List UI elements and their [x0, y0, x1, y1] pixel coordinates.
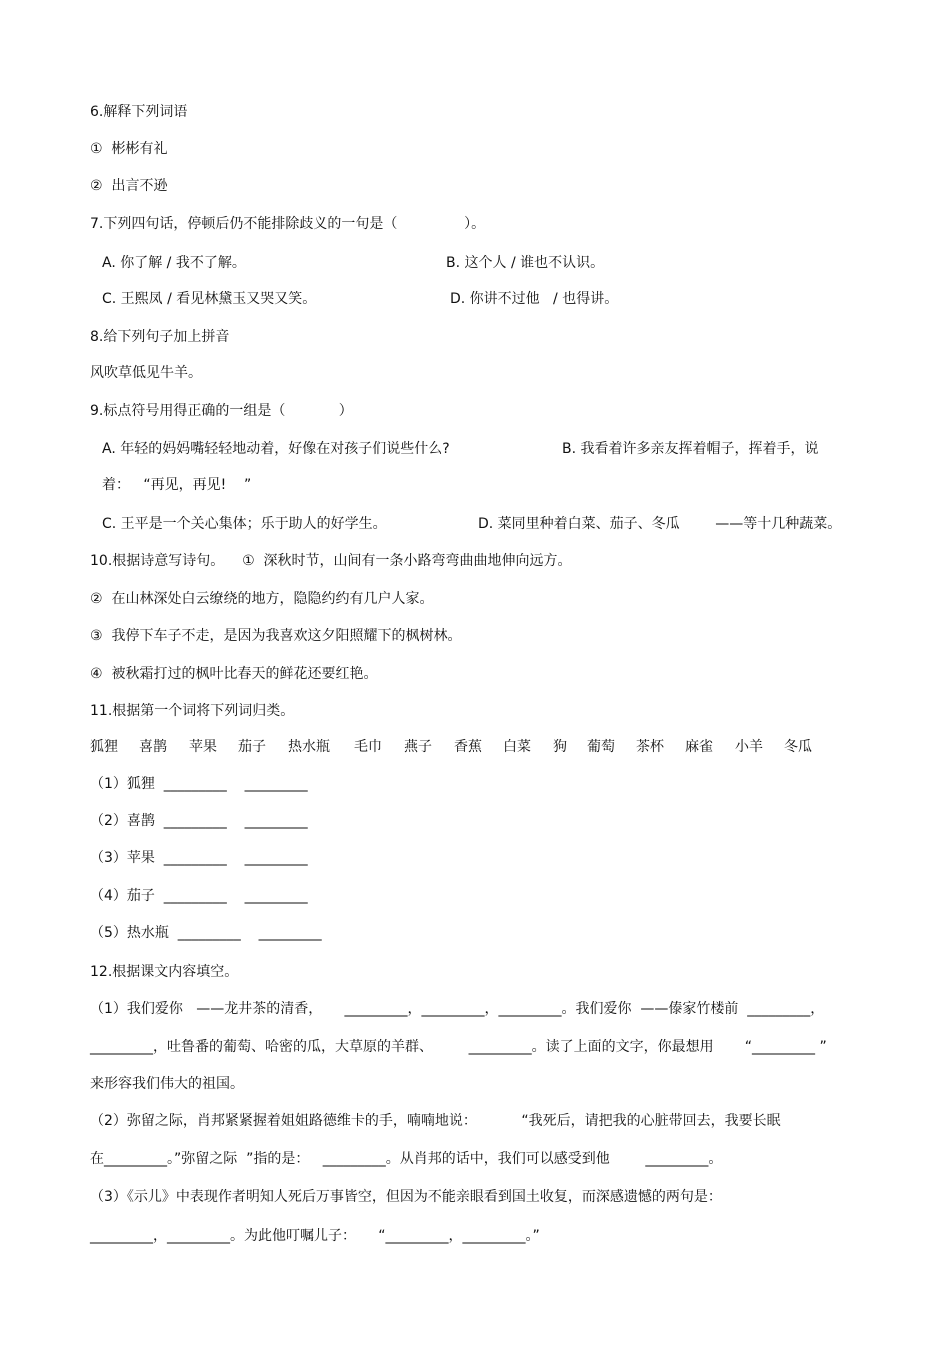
q12-part1-line3: 来形容我们伟大的祖国。	[90, 1076, 244, 1092]
q8-title: 8.给下列句子加上拼音	[90, 329, 230, 345]
q12-part1-line1: （1）我们爱你 ——龙井茶的清香， _________，_________，_________。我们爱你 ——傣家竹楼前 _________，	[90, 1001, 825, 1017]
q9-option-b-continued: 着： “再见，再见! ”	[102, 477, 252, 493]
q11-word: 香蕉	[454, 739, 482, 755]
q7-option-a: A. 你了解 / 我不了解。	[102, 255, 246, 271]
q9-option-d: D. 菜同里种着白菜、茄子、冬瓜 ——等十几种蔬菜。	[478, 516, 842, 532]
q11-word: 小羊	[735, 739, 763, 755]
q11-row-2: （2）喜鹊 _________ _________	[90, 813, 308, 829]
q10-title: 10.根据诗意写诗句。 ① 深秋时节，山间有一条小路弯弯曲曲地伸向远方。	[90, 553, 572, 569]
q7-title: 7.下列四句话，停顿后仍不能排除歧义的一句是（ ）。	[90, 216, 486, 232]
q11-word: 狗	[553, 739, 567, 755]
q9-option-b: B. 我看着许多亲友挥着帽子，挥着手，说	[562, 441, 819, 457]
q11-word: 白菜	[503, 739, 531, 755]
q7-option-c: C. 王熙凤 / 看见林黛玉又哭又笑。	[102, 291, 317, 307]
q10-item-4: ④ 被秋霜打过的枫叶比春天的鲜花还要红艳。	[90, 666, 378, 682]
q11-word: 茶杯	[636, 739, 664, 755]
q11-word: 热水瓶	[288, 739, 330, 755]
q10-item-2: ② 在山林深处白云缭绕的地方，隐隐约约有几户人家。	[90, 591, 434, 607]
q9-option-a: A. 年轻的妈妈嘴轻轻地动着，好像在对孩子们说些什么?	[102, 441, 450, 457]
q10-item-3: ③ 我停下车子不走，是因为我喜欢这夕阳照耀下的枫树林。	[90, 628, 462, 644]
q6-item-1: ① 彬彬有礼	[90, 141, 168, 157]
q12-part2-line1: （2）弥留之际，肖邦紧紧握着姐姐路德维卡的手，喃喃地说： “我死后，请把我的心脏带回去，我要长眠	[90, 1113, 781, 1129]
q11-row-3: （3）苹果 _________ _________	[90, 850, 308, 866]
q7-option-b: B. 这个人 / 谁也不认识。	[446, 255, 605, 271]
q11-word: 毛巾	[354, 739, 382, 755]
q11-word: 茄子	[238, 739, 266, 755]
q12-title: 12.根据课文内容填空。	[90, 964, 239, 980]
q11-word: 狐狸	[90, 739, 118, 755]
q9-title: 9.标点符号用得正确的一组是（ ）	[90, 403, 353, 419]
q11-word: 冬瓜	[784, 739, 812, 755]
q9-option-c: C. 王平是一个关心集体；乐于助人的好学生。	[102, 516, 387, 532]
q7-option-d: D. 你讲不过他 / 也得讲。	[450, 291, 619, 307]
q8-sentence: 风吹草低见牛羊。	[90, 365, 202, 381]
q12-part3-line2: _________，_________。为此他叮嘱儿子： “_________，_________。”	[90, 1228, 540, 1244]
q12-part1-line2: _________，吐鲁番的葡萄、哈密的瓜，大草原的羊群、 _________。读了上面的文字，你最想用 “_________ ”	[90, 1039, 827, 1055]
q12-part3-line1: （3）《示儿》中表现作者明知人死后万事皆空，但因为不能亲眼看到国土收复，而深感遗憾的两句是：	[90, 1189, 722, 1205]
q11-word: 葡萄	[587, 739, 615, 755]
q11-row-4: （4）茄子 _________ _________	[90, 888, 308, 904]
q6-title: 6.解释下列词语	[90, 104, 188, 120]
q11-word: 麻雀	[685, 739, 713, 755]
q12-part2-line2: 在_________。”弥留之际 ”指的是： _________。从肖邦的话中，我们可以感受到他 _________。	[90, 1151, 723, 1167]
q11-row-5: （5）热水瓶 _________ _________	[90, 925, 322, 941]
q11-row-1: （1）狐狸 _________ _________	[90, 776, 308, 792]
q11-word: 喜鹊	[139, 739, 167, 755]
q11-word: 燕子	[404, 739, 432, 755]
q11-title: 11.根据第一个词将下列词归类。	[90, 703, 295, 719]
q11-word: 苹果	[189, 739, 217, 755]
q6-item-2: ② 出言不逊	[90, 178, 168, 194]
